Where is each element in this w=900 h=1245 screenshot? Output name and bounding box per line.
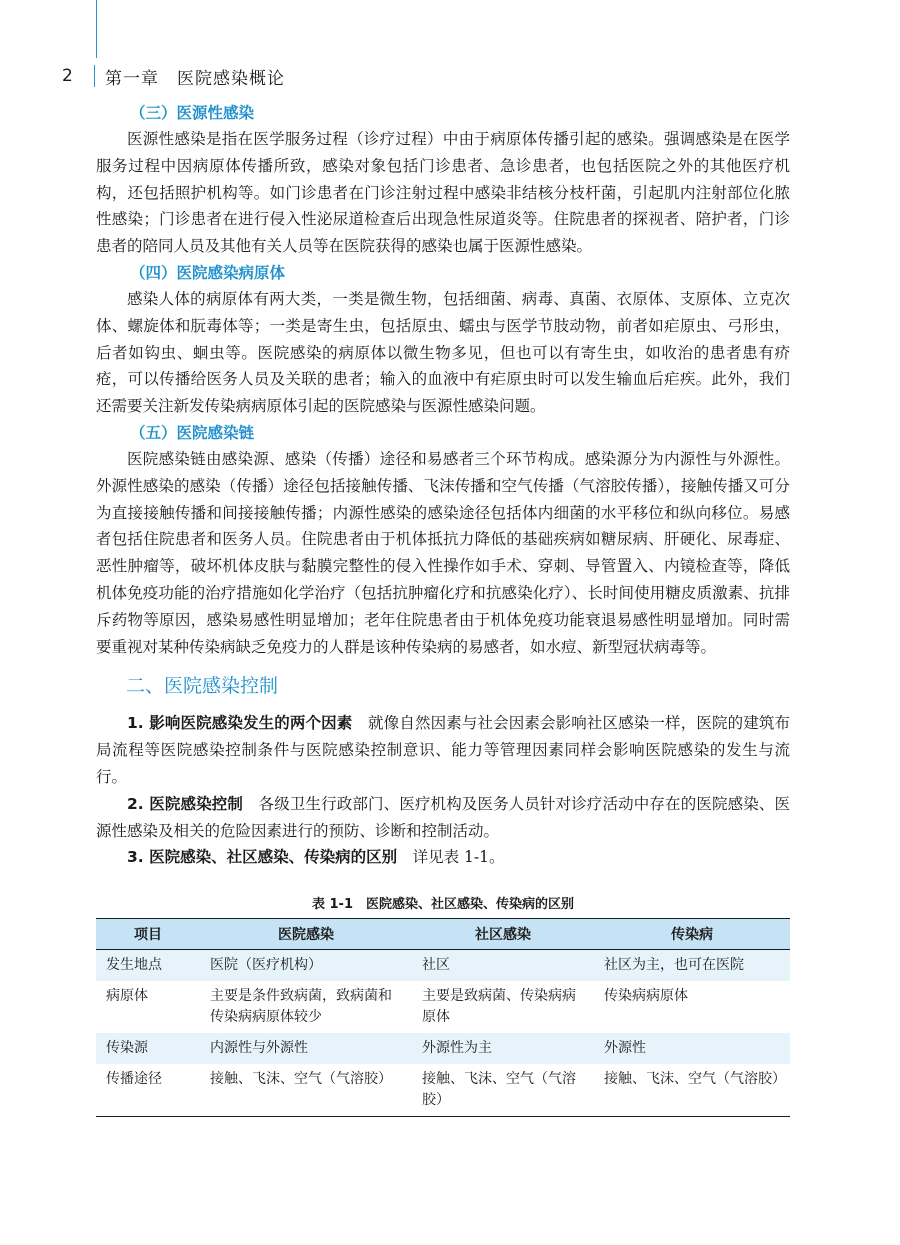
table-header-row: [96, 919, 790, 950]
table-cell: 主要是条件致病菌，致病菌和传染病病原体较少: [210, 988, 392, 1026]
running-header: [62, 62, 285, 90]
control-item-2-text: 各级卫生行政部门、医疗机构及医务人员针对诊疗活动中存在的医院感染、医源性感染及相关的危险因素进行的预防、诊断和控制活动。: [96, 794, 790, 840]
table-cell: 发生地点: [96, 950, 200, 982]
top-margin-rule: [96, 0, 97, 58]
table-caption: 表 1-1 医院感染、社区感染、传染病的区别: [311, 897, 574, 913]
header-divider: [94, 65, 95, 87]
table-header-item: 项目: [96, 919, 200, 950]
table-header-community: 社区感染: [412, 919, 594, 950]
table-cell: 接触、飞沫、空气（气溶胶）: [200, 1064, 412, 1117]
section-heading-iatrogenic-infection: （三）医源性感染: [130, 104, 255, 122]
section-heading-pathogens: （四）医院感染病原体: [130, 263, 286, 282]
control-item-1-lead: 1. 影响医院感染发生的两个因素: [127, 714, 353, 733]
table-cell: 社区为主，也可在医院: [594, 950, 790, 982]
control-item-3-lead: 3. 医院感染、社区感染、传染病的区别: [127, 848, 398, 867]
table-header-infectious: 传染病: [594, 919, 790, 950]
chapter-title: 第一章 医院感染概论: [105, 68, 285, 89]
table-cell: 接触、飞沫、空气（气溶胶）: [594, 1064, 790, 1117]
paragraph-iatrogenic-infection: 医源性感染是指在医学服务过程（诊疗过程）中由于病原体传播引起的感染。强调感染是在医学服务过程中因病原体传播所致，感染对象包括门诊患者、急诊患者，也包括医院之外的其他医疗机构，还包括照护机构等。如门诊患者在门诊注射过程中感染非结核分枝杆菌，引起肌内注射部位化脓性感染；门诊患者在进行侵入性泌尿道检查后出现急性尿道炎等。住院患者的探视者、陪护者，门诊患者的陪同人员及其他有关人员等在医院获得的感染也属于医源性感染。: [96, 130, 790, 256]
table-cell: 传染源: [96, 1033, 200, 1064]
section-heading-infection-chain: （五）医院感染链: [130, 423, 255, 442]
comparison-table: [96, 918, 790, 1117]
control-item-3: [96, 844, 790, 871]
page-body: [96, 100, 790, 1117]
table-cell: 外源性: [594, 1033, 790, 1064]
control-item-2-lead: 2. 医院感染控制: [127, 794, 243, 813]
table-row: [96, 1033, 790, 1064]
table-row: [96, 950, 790, 982]
control-item-1: [96, 710, 790, 790]
table-cell: 外源性为主: [412, 1033, 594, 1064]
table-row: [96, 1064, 790, 1117]
control-item-1-text: 就像自然因素与社会因素会影响社区感染一样，医院的建筑布局流程等医院感染控制条件与医院感染控制意识、能力等管理因素同样会影响医院感染的发生与流行。: [96, 714, 790, 786]
control-item-3-text: 详见表 1-1。: [397, 848, 505, 867]
table-cell: 内源性与外源性: [200, 1033, 412, 1064]
table-header-hospital: 医院感染: [200, 919, 412, 950]
page-number: 2: [62, 66, 73, 86]
control-item-2: [96, 791, 790, 845]
table-cell: 医院（医疗机构）: [200, 950, 412, 982]
table-cell: 主要是致病菌、传染病病原体: [422, 988, 576, 1026]
table-cell: 接触、飞沫、空气（气溶胶）: [412, 1064, 594, 1117]
paragraph-pathogens: 感染人体的病原体有两大类，一类是微生物，包括细菌、病毒、真菌、衣原体、支原体、立克次体、螺旋体和朊毒体等；一类是寄生虫，包括原虫、蠕虫与医学节肢动物，前者如疟原虫、弓形虫，后者如钩虫、蛔虫等。医院感染的病原体以微生物多见，但也可以有寄生虫，如收治的患者患有疥疮，可以传播给医务人员及关联的患者；输入的血液中有疟原虫时可以发生输血后疟疾。此外，我们还需要关注新发传染病病原体引起的医院感染与医源性感染问题。: [96, 289, 790, 416]
paragraph-infection-chain: 医院感染链由感染源、感染（传播）途径和易感者三个环节构成。感染源分为内源性与外源性。外源性感染的感染（传播）途径包括接触传播、飞沫传播和空气传播（气溶胶传播），接触传播又可分为直接接触传播和间接接触传播；内源性感染的感染途径包括体内细菌的水平移位和纵向移位。易感者包括住院患者和医务人员。住院患者由于机体抵抗力降低的基础疾病如糖尿病、肝硬化、尿毒症、恶性肿瘤等，破坏机体皮肤与黏膜完整性的侵入性操作如手术、穿刺、导管置入、内镜检查等，降低机体免疫功能的治疗措施如化学治疗（包括抗肿瘤化疗和抗感染化疗）、长时间使用糖皮质激素、抗排斥药物等原因，感染易感性明显增加；老年住院患者由于机体免疫功能衰退易感性明显增加。同时需要重视对某种传染病缺乏免疫力的人群是该种传染病的易感者，如水痘、新型冠状病毒等。: [96, 449, 790, 656]
table-cell: 传播途径: [96, 1064, 200, 1117]
major-heading-infection-control: 二、医院感染控制: [126, 675, 279, 698]
table-cell: 病原体: [106, 988, 148, 1005]
table-cell: 传染病病原体: [604, 988, 688, 1005]
table-cell: 社区: [412, 950, 594, 982]
table-row: [96, 981, 790, 1033]
